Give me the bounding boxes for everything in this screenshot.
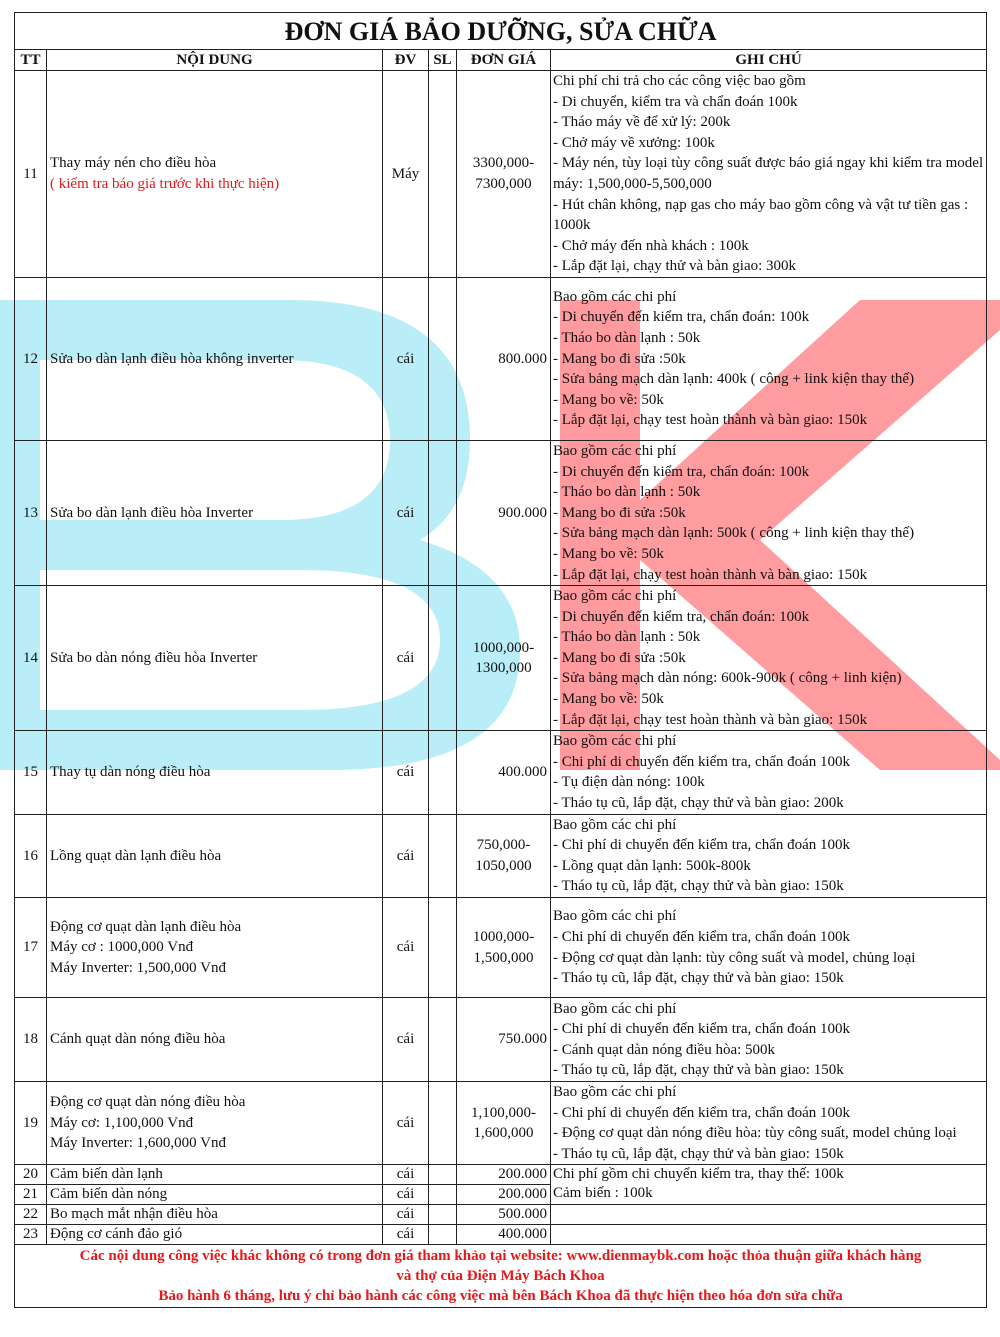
note-line: - Chở máy về xưởng: 100k bbox=[553, 134, 715, 151]
row-qty bbox=[429, 1165, 457, 1185]
row-price: 1000,000-1,500,000 bbox=[457, 898, 551, 998]
row-note bbox=[551, 586, 987, 731]
table-row bbox=[15, 1082, 987, 1165]
footer-line: Các nội dung công việc khác không có trong đơn giá tham khảo tại website: www.dienmaybk.com hoặc thỏa thuận giữa khách hàng bbox=[79, 1248, 922, 1265]
note-line: - Hút chân không, nạp gas cho máy bao gồm công và vật tư tiền gas : 1000k bbox=[553, 196, 969, 234]
row-price: 500.000 bbox=[457, 1205, 551, 1225]
table-row bbox=[15, 814, 987, 897]
header-note: GHI CHÚ bbox=[551, 50, 987, 71]
row-price: 3300,000-7300,000 bbox=[457, 71, 551, 278]
note-line: Cảm biến : 100k bbox=[553, 1185, 653, 1202]
row-qty bbox=[429, 1082, 457, 1165]
table-row bbox=[15, 277, 987, 440]
note-line: - Tháo tụ cũ, lắp đặt, chạy thử và bàn giao: 150k bbox=[553, 1062, 844, 1079]
row-unit: cái bbox=[383, 1225, 429, 1245]
row-content: Động cơ cánh đảo gió bbox=[47, 1225, 383, 1245]
note-line: - Tháo tụ cũ, lắp đặt, chạy thử và bàn giao: 150k bbox=[553, 970, 844, 987]
note-line: - Mang bo đi sửa :50k bbox=[553, 649, 686, 666]
note-line: - Chở máy đến nhà khách : 100k bbox=[553, 237, 749, 254]
note-line: - Lắp đặt lại, chạy test hoàn thành và bàn giao: 150k bbox=[553, 412, 868, 429]
note-line: - Động cơ quạt dàn nóng điều hòa: tùy công suất, model chủng loại bbox=[553, 1125, 957, 1142]
row-unit: cái bbox=[383, 1185, 429, 1205]
row-content: Sửa bo dàn lạnh điều hòa không inverter bbox=[47, 277, 383, 440]
note-line: - Chi phí di chuyển đến kiểm tra, chẩn đoán 100k bbox=[553, 928, 851, 945]
note-line: - Sửa bảng mạch dàn lạnh: 400k ( công + link kiện thay thế) bbox=[553, 371, 915, 388]
note-line: - Mang bo về: 50k bbox=[553, 691, 664, 708]
row-price: 1000,000-1300,000 bbox=[457, 586, 551, 731]
note-line: - Di chuyển đến kiểm tra, chẩn đoán: 100k bbox=[553, 463, 810, 480]
header-tt: TT bbox=[15, 50, 47, 71]
note-line: - Động cơ quạt dàn lạnh: tùy công suất và model, chủng loại bbox=[553, 949, 916, 966]
footer-line: Bảo hành 6 tháng, lưu ý chỉ bảo hành các công việc mà bên Bách Khoa đã thực hiện theo hóa đơn sửa chữa bbox=[158, 1288, 843, 1305]
row-number: 22 bbox=[15, 1205, 47, 1225]
table-row bbox=[15, 731, 987, 814]
row-number: 12 bbox=[15, 277, 47, 440]
row-unit: cái bbox=[383, 586, 429, 731]
row-note bbox=[551, 731, 987, 814]
header-unit: ĐV bbox=[383, 50, 429, 71]
note-line: - Tháo tụ cũ, lắp đặt, chạy thử và bàn giao: 150k bbox=[553, 878, 844, 895]
row-content-sub: Máy cơ : 1000,000 Vnđ bbox=[50, 939, 194, 956]
table-row bbox=[15, 440, 987, 585]
row-note bbox=[551, 440, 987, 585]
row-note bbox=[551, 277, 987, 440]
note-line: Bao gồm các chi phí bbox=[553, 442, 677, 459]
row-note bbox=[551, 814, 987, 897]
note-line: - Tụ điện dàn nóng: 100k bbox=[553, 774, 705, 791]
note-line: - Chi phí di chuyển đến kiểm tra, chẩn đoán 100k bbox=[553, 1104, 851, 1121]
row-number: 15 bbox=[15, 731, 47, 814]
price-table bbox=[14, 12, 987, 1308]
row-content bbox=[47, 1082, 383, 1165]
row-number: 20 bbox=[15, 1165, 47, 1185]
note-line: - Di chuyển đến kiểm tra, chẩn đoán: 100k bbox=[553, 608, 810, 625]
row-qty bbox=[429, 71, 457, 278]
note-line: - Sửa bảng mạch dàn nóng: 600k-900k ( công + linh kiện) bbox=[553, 670, 902, 687]
footer-notice bbox=[15, 1245, 987, 1308]
row-note bbox=[551, 1205, 987, 1225]
table-row bbox=[15, 898, 987, 998]
row-content: Lồng quạt dàn lạnh điều hòa bbox=[47, 814, 383, 897]
table-row bbox=[15, 1225, 987, 1245]
row-unit: cái bbox=[383, 814, 429, 897]
row-qty bbox=[429, 586, 457, 731]
row-content-sub: Máy Inverter: 1,600,000 Vnđ bbox=[50, 1135, 226, 1152]
row-content: Bo mạch mắt nhận điều hòa bbox=[47, 1205, 383, 1225]
row-unit: cái bbox=[383, 998, 429, 1082]
note-line: - Chi phí di chuyển đến kiểm tra, chẩn đoán 100k bbox=[553, 1021, 851, 1038]
row-note bbox=[551, 1082, 987, 1165]
row-number: 13 bbox=[15, 440, 47, 585]
row-content-main: Động cơ quạt dàn lạnh điều hòa bbox=[50, 918, 242, 935]
row-note bbox=[551, 1225, 987, 1245]
row-price: 400.000 bbox=[457, 731, 551, 814]
row-qty bbox=[429, 440, 457, 585]
row-content bbox=[47, 898, 383, 998]
row-content: Thay tụ dàn nóng điều hòa bbox=[47, 731, 383, 814]
page-title: ĐƠN GIÁ BẢO DƯỠNG, SỬA CHỮA bbox=[15, 13, 987, 50]
note-line: Bao gồm các chi phí bbox=[553, 908, 677, 925]
note-line: - Tháo máy về để xử lý: 200k bbox=[553, 114, 731, 131]
row-unit: cái bbox=[383, 1165, 429, 1185]
row-unit: cái bbox=[383, 898, 429, 998]
row-content-main: Động cơ quạt dàn nóng điều hòa bbox=[50, 1094, 246, 1111]
note-line: Bao gồm các chi phí bbox=[553, 816, 677, 833]
row-number: 14 bbox=[15, 586, 47, 731]
note-line: - Máy nén, tùy loại tùy công suất được báo giá ngay khi kiểm tra model máy: 1,500,000-5,500,000 bbox=[553, 155, 984, 192]
row-unit: cái bbox=[383, 731, 429, 814]
header-content: NỘI DUNG bbox=[47, 50, 383, 71]
row-qty bbox=[429, 814, 457, 897]
table-row bbox=[15, 1205, 987, 1225]
note-line: - Lắp đặt lại, chạy test hoàn thành và bàn giao: 150k bbox=[553, 566, 868, 583]
row-qty bbox=[429, 1225, 457, 1245]
row-content: Cảm biến dàn nóng bbox=[47, 1185, 383, 1205]
sensor-note bbox=[551, 1165, 987, 1205]
row-content: Cánh quạt dàn nóng điều hòa bbox=[47, 998, 383, 1082]
note-line: - Di chuyển đến kiểm tra, chẩn đoán: 100k bbox=[553, 309, 810, 326]
row-unit: cái bbox=[383, 277, 429, 440]
note-line: - Sửa bảng mạch dàn lạnh: 500k ( công + linh kiện thay thế) bbox=[553, 525, 915, 542]
table-row bbox=[15, 71, 987, 278]
row-note bbox=[551, 71, 987, 278]
row-content-sub: Máy cơ: 1,100,000 Vnđ bbox=[50, 1114, 194, 1131]
note-line: - Di chuyển, kiểm tra và chẩn đoán 100k bbox=[553, 93, 798, 110]
row-unit: cái bbox=[383, 1082, 429, 1165]
note-line: Bao gồm các chi phí bbox=[553, 1084, 677, 1100]
row-content: Sửa bo dàn nóng điều hòa Inverter bbox=[47, 586, 383, 731]
note-line: Bao gồm các chi phí bbox=[553, 288, 677, 305]
row-note bbox=[551, 998, 987, 1082]
header-qty: SL bbox=[429, 50, 457, 71]
row-content bbox=[47, 71, 383, 278]
note-line: - Tháo tụ cũ, lắp đặt, chạy thử và bàn giao: 150k bbox=[553, 1145, 844, 1162]
row-note bbox=[551, 898, 987, 998]
row-content-warning: ( kiểm tra báo giá trước khi thực hiện) bbox=[50, 175, 280, 192]
row-qty bbox=[429, 898, 457, 998]
row-number: 17 bbox=[15, 898, 47, 998]
row-qty bbox=[429, 998, 457, 1082]
note-line: - Chi phí di chuyển đến kiểm tra, chẩn đoán 100k bbox=[553, 837, 851, 854]
note-line: - Tháo tụ cũ, lắp đặt, chạy thử và bàn giao: 200k bbox=[553, 795, 844, 812]
row-price: 800.000 bbox=[457, 277, 551, 440]
note-line: - Tháo bo dàn lạnh : 50k bbox=[553, 484, 701, 501]
note-line: Chi phí chi trả cho các công việc bao gồm bbox=[553, 73, 806, 89]
note-line: - Tháo bo dàn lạnh : 50k bbox=[553, 629, 701, 646]
row-qty bbox=[429, 731, 457, 814]
row-unit: cái bbox=[383, 440, 429, 585]
note-line: - Chi phí di chuyển đến kiểm tra, chẩn đoán 100k bbox=[553, 753, 851, 770]
note-line: - Mang bo đi sửa :50k bbox=[553, 504, 686, 521]
row-number: 19 bbox=[15, 1082, 47, 1165]
table-row bbox=[15, 998, 987, 1082]
row-number: 11 bbox=[15, 71, 47, 278]
row-content-sub: Máy Inverter: 1,500,000 Vnđ bbox=[50, 959, 226, 976]
table-row bbox=[15, 586, 987, 731]
note-line: - Lắp đặt lại, chạy test hoàn thành và bàn giao: 150k bbox=[553, 711, 868, 728]
note-line: Bao gồm các chi phí bbox=[553, 733, 677, 750]
row-qty bbox=[429, 277, 457, 440]
note-line: Chi phí gồm chi chuyển kiểm tra, thay thế: 100k bbox=[553, 1166, 844, 1183]
row-price: 200.000 bbox=[457, 1165, 551, 1185]
note-line: - Mang bo đi sửa :50k bbox=[553, 350, 686, 367]
table-header bbox=[15, 50, 987, 71]
row-number: 21 bbox=[15, 1185, 47, 1205]
note-line: Bao gồm các chi phí bbox=[553, 588, 677, 605]
note-line: - Mang bo về: 50k bbox=[553, 391, 664, 408]
note-line: Bao gồm các chi phí bbox=[553, 1000, 677, 1017]
row-price: 200.000 bbox=[457, 1185, 551, 1205]
note-line: - Lắp đặt lại, chạy thử và bàn giao: 300k bbox=[553, 258, 797, 275]
row-unit: Máy bbox=[383, 71, 429, 278]
row-content: Cảm biến dàn lạnh bbox=[47, 1165, 383, 1185]
note-line: - Cánh quạt dàn nóng điều hòa: 500k bbox=[553, 1041, 776, 1058]
row-price: 900.000 bbox=[457, 440, 551, 585]
row-number: 16 bbox=[15, 814, 47, 897]
header-price: ĐƠN GIÁ bbox=[457, 50, 551, 71]
note-line: - Tháo bo dàn lạnh : 50k bbox=[553, 330, 701, 347]
table-row bbox=[15, 1165, 987, 1185]
note-line: - Lồng quạt dàn lạnh: 500k-800k bbox=[553, 857, 751, 874]
row-content: Sửa bo dàn lạnh điều hòa Inverter bbox=[47, 440, 383, 585]
note-line: - Mang bo về: 50k bbox=[553, 545, 664, 562]
price-sheet bbox=[14, 12, 986, 1308]
row-price: 1,100,000-1,600,000 bbox=[457, 1082, 551, 1165]
row-number: 18 bbox=[15, 998, 47, 1082]
row-price: 400.000 bbox=[457, 1225, 551, 1245]
row-content-main: Thay máy nén cho điều hòa bbox=[50, 155, 217, 172]
row-unit: cái bbox=[383, 1205, 429, 1225]
footer-line: và thợ của Điện Máy Bách Khoa bbox=[396, 1268, 605, 1285]
row-qty bbox=[429, 1205, 457, 1225]
row-price: 750.000 bbox=[457, 998, 551, 1082]
row-qty bbox=[429, 1185, 457, 1205]
row-price: 750,000-1050,000 bbox=[457, 814, 551, 897]
row-number: 23 bbox=[15, 1225, 47, 1245]
